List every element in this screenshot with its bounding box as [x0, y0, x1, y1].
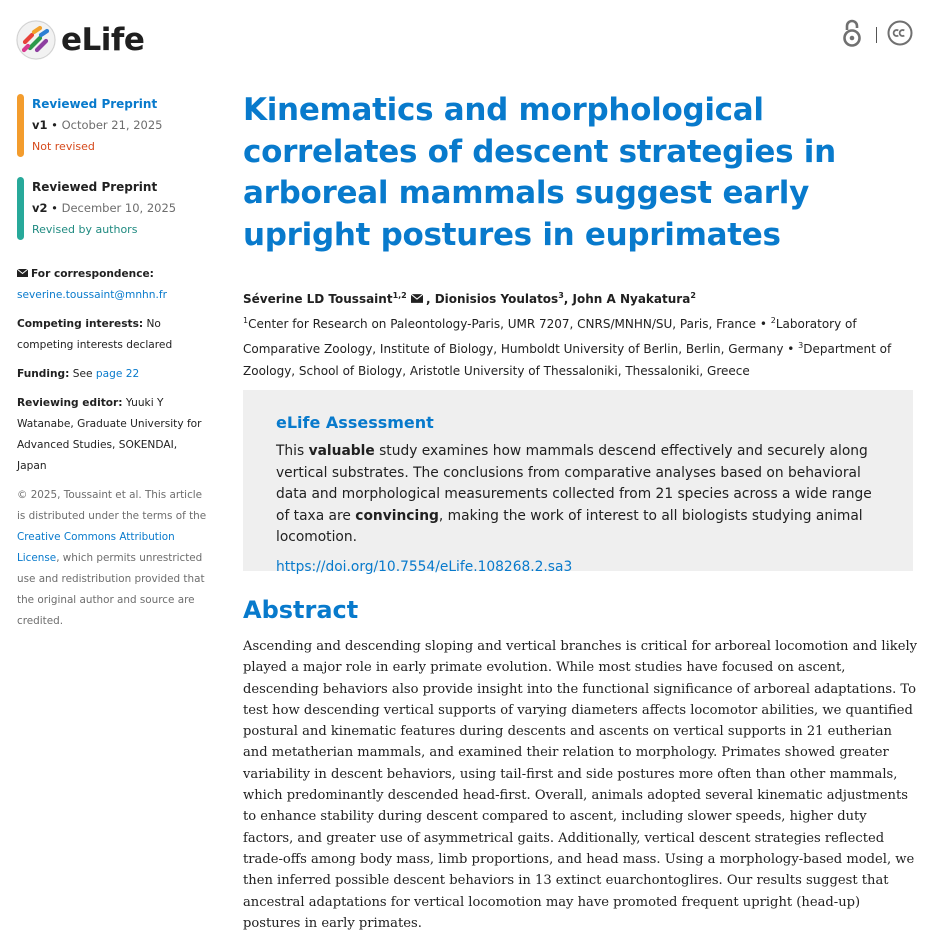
assessment-doi-link[interactable]: https://doi.org/10.7554/eLife.108268.2.sa3	[276, 558, 573, 575]
icon-separator	[876, 27, 877, 43]
license-text-post: , which permits unrestricted use and redistribution provided that the original author and source are credited.	[17, 552, 205, 627]
article-sidebar	[17, 94, 207, 632]
competing-interests-block	[17, 314, 207, 356]
author-name[interactable]: John A Nyakatura	[572, 292, 691, 306]
author-affiliation-sup: 3	[558, 291, 564, 300]
abstract-heading: Abstract	[243, 596, 359, 624]
assessment-term-valuable[interactable]: valuable	[308, 443, 375, 459]
version-v1-number: v1	[32, 118, 48, 132]
funding-block	[17, 364, 207, 385]
mail-icon	[17, 269, 28, 277]
reviewing-editor-label: Reviewing editor:	[17, 397, 123, 409]
author-affiliation-sup: 1,2	[392, 291, 407, 300]
correspondence-email-link[interactable]: severine.toussaint@mnhn.fr	[17, 289, 167, 301]
top-license-icons	[842, 18, 913, 52]
version-v2-bar	[17, 177, 24, 240]
author-name[interactable]: Dionisios Youlatos	[434, 292, 559, 306]
assessment-text: study examines how mammals descend effectively and securely along vertical substrates. The conclusions from comparative analyses based on behavioral data and morphological measurements collected from 21 species across a wide range of taxa are	[276, 443, 872, 524]
affiliation-sup: 2	[770, 316, 776, 325]
assessment-body	[276, 441, 880, 549]
correspondence-block	[17, 264, 207, 306]
funding-label: Funding:	[17, 368, 70, 380]
version-v2-number: v2	[32, 201, 48, 215]
author-name[interactable]: Séverine LD Toussaint	[243, 292, 393, 306]
affiliation-text: Center for Research on Paleontology-Paris, UMR 7207, CNRS/MNHN/SU, Paris, France	[248, 317, 757, 331]
affiliation-sup: 1	[243, 316, 249, 325]
version-v2-line: v2 • December 10, 2025	[32, 201, 177, 215]
reviewing-editor-text: Yuuki Y Watanabe, Graduate University for Advanced Studies, SOKENDAI, Japan	[17, 397, 202, 472]
correspondence-label: For correspondence:	[31, 268, 154, 280]
license-link[interactable]: Creative Commons Attribution License	[17, 531, 175, 564]
version-v1-line: v1 • October 21, 2025	[32, 118, 163, 132]
version-v2-label: Reviewed Preprint	[32, 180, 158, 194]
assessment-text: This	[276, 443, 309, 459]
version-v1-date: October 21, 2025	[61, 118, 163, 132]
funding-text: See	[72, 368, 93, 380]
assessment-title: eLife Assessment	[276, 413, 434, 432]
license-text-pre: © 2025, Toussaint et al. This article is distributed under the terms of the	[17, 489, 207, 522]
funding-page-link[interactable]: page 22	[95, 368, 140, 380]
author-mail-icon[interactable]	[411, 294, 423, 303]
elife-logo-text: eLife	[61, 22, 145, 58]
affiliation-text: Laboratory of Comparative Zoology, Institute of Biology, Humboldt University of Berlin, Berlin, Germany	[243, 317, 857, 356]
affiliation-list: $^1$Center for Research on Paleontology-Paris, UMR 7207, CNRS/MNHN/SU, Paris, France • $^2$Laboratory of Comparative Zoology, Institute of Biology, Humboldt University of Berlin, Berlin, Germany • $^3$Department of Zoology, School of Biology, Aristotle University of Thessaloniki, Thessaloniki, Greece	[243, 316, 892, 378]
elife-assessment-box	[243, 390, 913, 575]
competing-interests-label: Competing interests:	[17, 318, 144, 330]
competing-interests-text: No competing interests declared	[17, 318, 173, 351]
version-v2-date: December 10, 2025	[61, 201, 177, 215]
author-list: Séverine LD Toussaint$^{1,2}$ , Dionisios Youlatos$^3$, John A Nyakatura$^2$	[243, 291, 696, 306]
author-affiliation-sup: 2	[690, 291, 696, 300]
open-access-lock-icon[interactable]	[842, 18, 862, 52]
affiliation-sup: 3	[798, 341, 804, 350]
elife-logo[interactable]	[16, 20, 144, 60]
version-v1-bar	[17, 94, 24, 157]
article-title: Kinematics and morphological correlates of descent strategies in arboreal mammals suggest early upright postures in euprimates	[243, 92, 836, 253]
version-v1-status: Not revised	[32, 140, 95, 153]
version-v2-status: Revised by authors	[32, 223, 138, 236]
assessment-term-convincing[interactable]: convincing	[355, 507, 439, 524]
article-main	[243, 90, 918, 931]
license-block	[17, 485, 207, 632]
reviewing-editor-block	[17, 393, 207, 477]
version-v2[interactable]	[17, 177, 207, 240]
abstract-text: Ascending and descending sloping and vertical branches is critical for arboreal locomotion and likely played a major role in early primate evolution. While most studies have focused on ascent, descending behaviors also provide insight into the functional significance of arboreal adaptations. To test how descending vertical supports of varying diameters affects locomotor abilities, we quantified postural and kinematic features during descents and ascents on vertical supports in 21 eutherian and metatherian mammals, and examined their relation to morphology. Primates showed greater variability in descent behaviors, using tail-first and side postures more often than other mammals, which predominantly descended head-first. Overall, animals adopted several kinematic adjustments to enhance stability during descent compared to ascent, including slower speeds, higher duty factors, and greater use of asymmetrical gaits. Additionally, vertical descent strategies reflected trade-offs among body mass, limb proportions, and head mass. Using a morphology-based model, we then inferred possible descent behaviors in 13 extinct euarchontoglires. Our results suggest that ancestral adaptations for vertical locomotion may have promoted frequent upright (head-up) postures in early primates.	[243, 639, 918, 931]
elife-logo-icon	[16, 20, 56, 60]
version-v1[interactable]	[17, 94, 207, 157]
affiliation-text: Department of Zoology, School of Biology, Aristotle University of Thessaloniki, Thessaloniki, Greece	[243, 342, 892, 378]
version-v1-label[interactable]: Reviewed Preprint	[32, 97, 158, 111]
assessment-text: , making the work of interest to all biologists studying animal locomotion.	[276, 507, 863, 545]
creative-commons-icon[interactable]	[887, 20, 913, 50]
